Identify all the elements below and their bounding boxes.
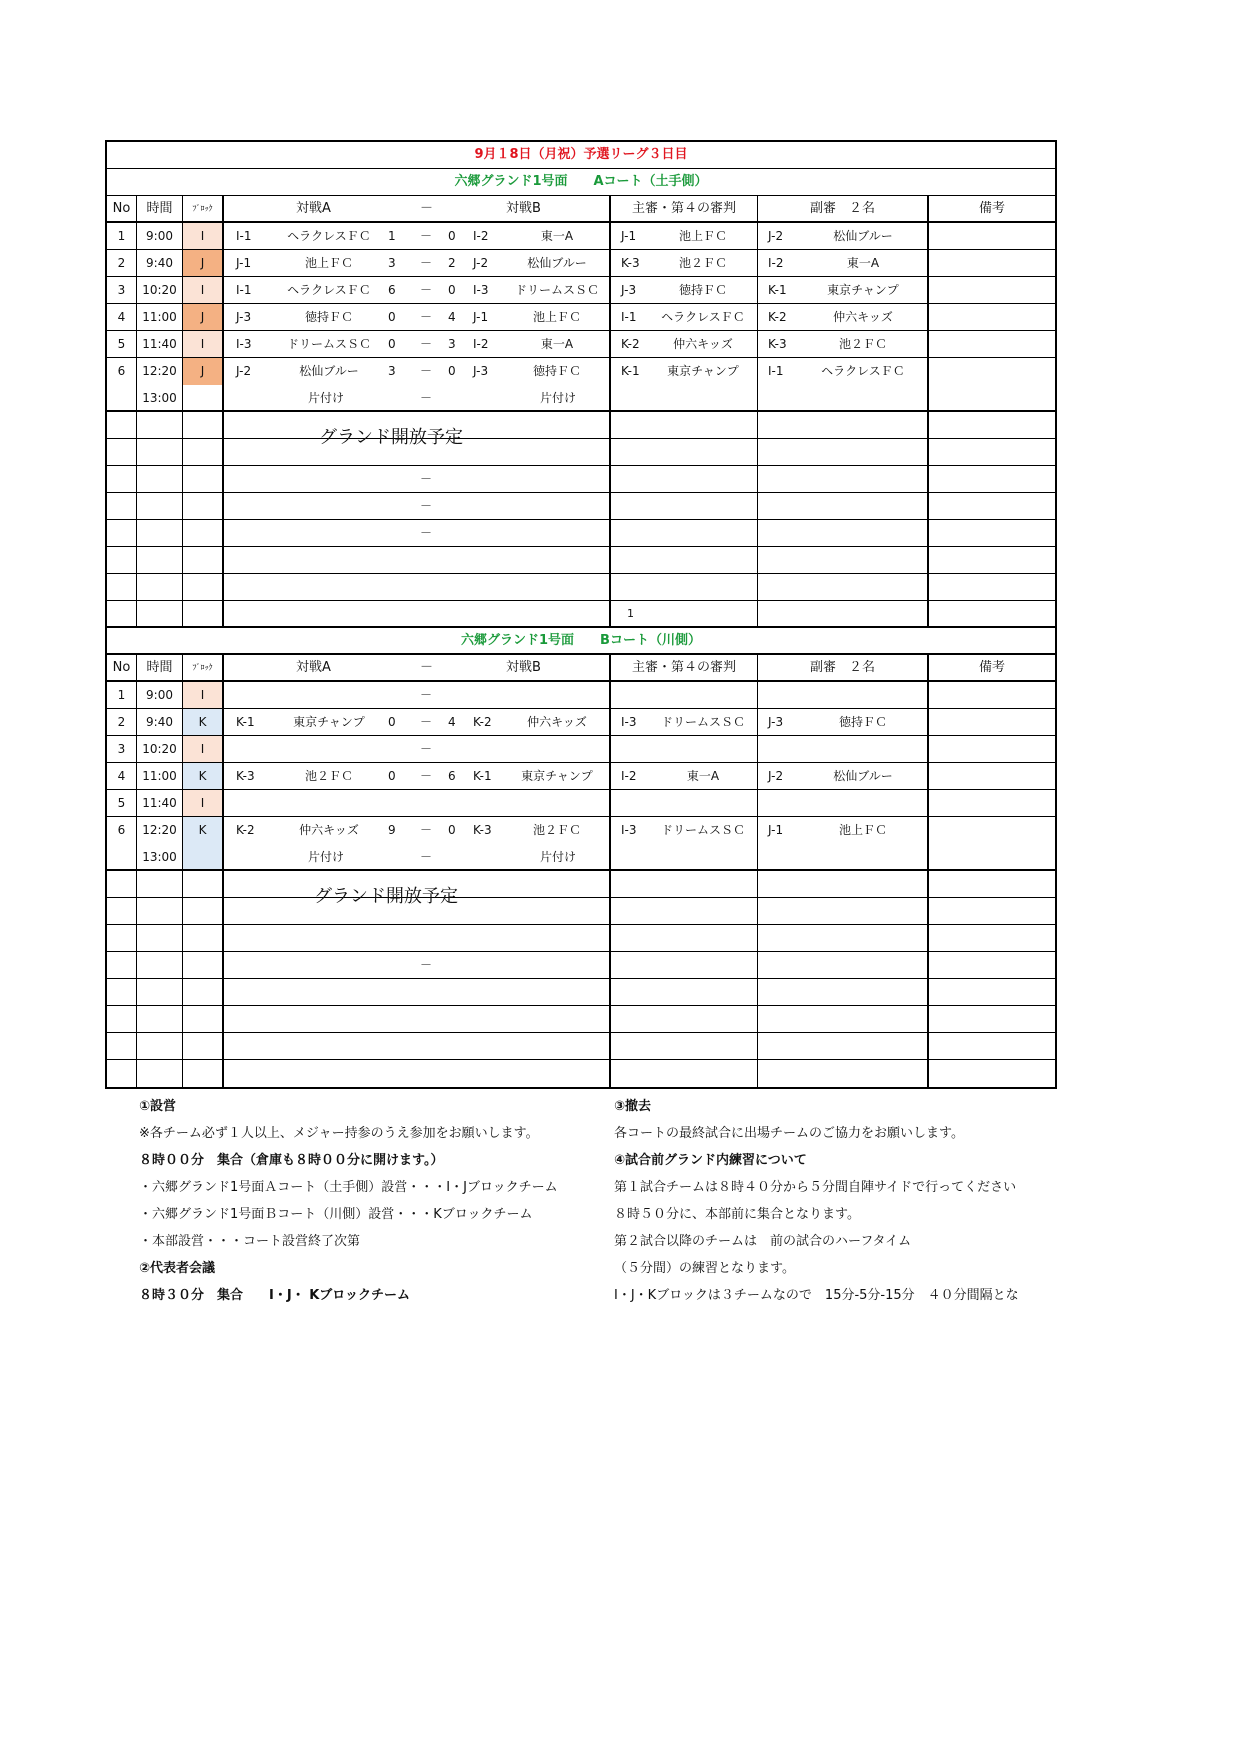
ref-main-code: I-3: [621, 823, 637, 837]
note-cell: [929, 682, 1055, 708]
team-b-code: I-2: [473, 337, 489, 351]
setup-line: ８時００分 集合（倉庫も８時００分に開けます。）: [139, 1153, 444, 1168]
ref-sub-cell: [758, 385, 929, 410]
match-time: 11:40: [137, 790, 183, 816]
open-line-left: [224, 438, 312, 439]
note-cell: [929, 844, 1055, 869]
ref-sub-cell: [758, 844, 929, 869]
match-no: 4: [107, 304, 137, 330]
match-row: [107, 817, 1055, 844]
match-time: 11:40: [137, 331, 183, 357]
court-a-open-text: グランド開放予定: [319, 427, 463, 448]
ref-main-cell: [611, 844, 758, 869]
ref-sub-cell: [758, 682, 929, 708]
court-a-cleanup-row: [107, 385, 1055, 412]
match-no: 3: [107, 736, 137, 762]
dash: －: [420, 526, 433, 540]
score-a: 0: [388, 337, 396, 351]
match-time: 10:20: [137, 736, 183, 762]
col-team-a: 対戦A: [296, 201, 331, 216]
match-time: 10:20: [137, 277, 183, 303]
match-block: J: [183, 358, 224, 385]
match-block: K: [183, 817, 224, 844]
match-cell: [224, 709, 611, 735]
col-ref-sub: 副審 ２名: [758, 655, 929, 680]
score-dash: －: [420, 310, 433, 324]
court-a-extra-row: [107, 466, 1055, 493]
setup-title: ①設営: [139, 1099, 177, 1114]
col-team-b: 対戦B: [506, 201, 541, 216]
match-cell: [224, 331, 611, 357]
cleanup-a: 片付け: [308, 391, 345, 405]
match-cell: [224, 736, 611, 762]
team-a-name: 池上ＦＣ: [304, 256, 353, 270]
open-line-right: [474, 438, 611, 439]
score-b: 0: [448, 283, 456, 297]
match-cell: [224, 790, 611, 816]
match-no: 2: [107, 709, 137, 735]
ref-main-name: ドリームスＳＣ: [660, 715, 745, 729]
match-block: I: [183, 331, 224, 357]
col-dash: －: [420, 660, 434, 675]
ref-sub-cell: [758, 790, 929, 816]
team-a-code: J-2: [236, 364, 252, 378]
ref-sub-cell: [758, 331, 929, 357]
removal-title: ③撤去: [614, 1099, 652, 1114]
match-time: 11:00: [137, 304, 183, 330]
dash: －: [420, 472, 433, 486]
team-a-name: 徳持ＦＣ: [304, 310, 353, 324]
ref-main-code: I-3: [621, 715, 637, 729]
dash: －: [420, 958, 433, 972]
note-cell: [929, 709, 1055, 735]
score-a: 0: [388, 715, 396, 729]
match-block: I: [183, 790, 224, 816]
ref-main-cell: [611, 736, 758, 762]
removal-line: 各コートの最終試合に出場チームのご協力をお願いします。: [614, 1126, 964, 1141]
match-row: [107, 304, 1055, 331]
team-a-code: I-1: [236, 229, 252, 243]
score-b: 4: [448, 310, 456, 324]
court-b-open-row: [107, 886, 1055, 925]
ref-sub-name: 東京チャンプ: [827, 283, 899, 297]
score-b: 4: [448, 715, 456, 729]
ref-sub-name: ヘラクレスＦＣ: [821, 364, 905, 378]
court-a-header-row: [107, 196, 1055, 223]
match-cell: [224, 358, 611, 385]
dash: －: [420, 850, 433, 864]
team-a-code: I-3: [236, 337, 252, 351]
score-b: 2: [448, 256, 456, 270]
team-b-code: I-3: [473, 283, 489, 297]
page-title: 9月１8日（月祝）予選リーグ３日目: [474, 147, 688, 162]
col-team-b: 対戦B: [506, 660, 541, 675]
court-a-match-rows: [107, 223, 1055, 385]
ref-sub-code: K-1: [768, 283, 787, 297]
court-b-heading-row: [107, 628, 1055, 655]
ref-main-name: 池２ＦＣ: [678, 256, 727, 270]
ref-main-cell: [611, 817, 758, 844]
match-block: K: [183, 763, 224, 789]
score-dash: －: [420, 364, 433, 378]
practice-title: ④試合前グランド内練習について: [614, 1153, 807, 1168]
team-a-name: ドリームスＳＣ: [286, 337, 371, 351]
ref-sub-code: J-3: [768, 715, 784, 729]
court-a-extra-row: [107, 574, 1055, 601]
col-time: 時間: [137, 655, 183, 680]
match-row: [107, 358, 1055, 385]
ref-sub-name: 松仙ブルー: [833, 769, 893, 783]
match-block: J: [183, 304, 224, 330]
match-time: 9:00: [137, 223, 183, 249]
match-block: K: [183, 709, 224, 735]
match-row: [107, 790, 1055, 817]
col-match: [224, 655, 611, 680]
team-a-name: 池２ＦＣ: [304, 769, 353, 783]
team-b-name: ドリームスＳＣ: [514, 283, 599, 297]
schedule-sheet: [105, 140, 1057, 1089]
setup-line: ・六郷グランド1号面Ａコート（土手側）設営・・・I・Jブロックチーム: [139, 1180, 558, 1195]
match-time: 9:00: [137, 682, 183, 708]
score-a: 0: [388, 769, 396, 783]
court-a-open-row: [107, 427, 1055, 466]
col-block: ﾌﾞﾛｯｸ: [183, 655, 224, 680]
match-no: 3: [107, 277, 137, 303]
open-cell: [224, 886, 611, 924]
dash: －: [420, 391, 433, 405]
ref-sub-cell: [758, 250, 929, 276]
match-time: 11:00: [137, 763, 183, 789]
team-b-code: J-2: [473, 256, 489, 270]
court-a-extra-row: [107, 412, 1055, 439]
note-cell: [929, 790, 1055, 816]
court-b-extra-row: [107, 979, 1055, 1006]
ref-main-name: 東一A: [686, 769, 720, 783]
court-b-extra-row: [107, 1006, 1055, 1033]
practice-line: 第２試合以降のチームは 前の試合のハーフタイム: [614, 1234, 912, 1249]
team-b-code: I-2: [473, 229, 489, 243]
score-a: 3: [388, 364, 396, 378]
team-b-code: J-1: [473, 310, 489, 324]
court-a-extra-row: [107, 493, 1055, 520]
score-a: 6: [388, 283, 396, 297]
ref-sub-cell: [758, 763, 929, 789]
note-cell: [929, 817, 1055, 844]
ref-main-cell: [611, 304, 758, 330]
no-cell: [107, 385, 137, 410]
ref-main-cell: [611, 709, 758, 735]
team-b-name: 東一A: [540, 337, 574, 351]
ref-main-cell: [611, 250, 758, 276]
ref-sub-name: 徳持ＦＣ: [838, 715, 887, 729]
col-block: ﾌﾞﾛｯｸ: [183, 196, 224, 221]
team-b-name: 東一A: [540, 229, 574, 243]
dash: －: [420, 499, 433, 513]
ref-main-cell: [611, 223, 758, 249]
team-a-code: K-3: [236, 769, 255, 783]
note-cell: [929, 304, 1055, 330]
ref-sub-code: K-3: [768, 337, 787, 351]
court-b-match-rows: [107, 682, 1055, 844]
ref-main-name: 徳持ＦＣ: [678, 283, 727, 297]
no-cell: [107, 844, 137, 869]
team-a-code: J-1: [236, 256, 252, 270]
court-b-extra-row: [107, 925, 1055, 952]
meeting-title: ②代表者会議: [139, 1261, 216, 1276]
match-block: I: [183, 682, 224, 708]
ref-main-code: J-3: [621, 283, 637, 297]
score-b: 0: [448, 229, 456, 243]
match-cell: [224, 682, 611, 708]
match-block: I: [183, 223, 224, 249]
team-b-code: K-1: [473, 769, 492, 783]
note-cell: [929, 277, 1055, 303]
setup-line: ・本部設営・・・コート設営終了次第: [139, 1234, 361, 1249]
match-no: 5: [107, 331, 137, 357]
col-no: No: [107, 196, 137, 221]
match-cell: [224, 817, 611, 844]
match-no: 5: [107, 790, 137, 816]
ref-main-code: K-2: [621, 337, 640, 351]
ref-main-code: I-1: [621, 310, 637, 324]
score-dash: －: [420, 337, 433, 351]
note-cell: [929, 736, 1055, 762]
notes-left: [139, 1093, 558, 1309]
match-row: [107, 682, 1055, 709]
team-b-name: 徳持ＦＣ: [532, 364, 581, 378]
ref-main-code: K-3: [621, 256, 640, 270]
team-b-code: K-3: [473, 823, 492, 837]
score-dash: －: [420, 742, 433, 756]
score-a: 1: [388, 229, 396, 243]
ref-sub-name: 東一A: [846, 256, 880, 270]
match-row: [107, 277, 1055, 304]
ref-main-name: 東京チャンプ: [667, 364, 739, 378]
match-row: [107, 331, 1055, 358]
block-cell: [183, 844, 224, 869]
match-cell: [224, 277, 611, 303]
ref-sub-cell: [758, 277, 929, 303]
block-cell: [183, 385, 224, 410]
time-cell: 13:00: [137, 844, 183, 869]
match-block: I: [183, 736, 224, 762]
match-cell: [224, 385, 611, 410]
note-cell: [929, 763, 1055, 789]
ref-main-cell: [611, 277, 758, 303]
ref-sub-cell: [758, 358, 929, 385]
court-a-extra-row: [107, 601, 1055, 628]
ref-sub-code: J-1: [768, 823, 784, 837]
cleanup-a: 片付け: [308, 850, 345, 864]
court-b-extra-row: [107, 871, 1055, 898]
match-row: [107, 736, 1055, 763]
col-match: [224, 196, 611, 221]
ref-sub-name: 仲六キッズ: [833, 310, 893, 324]
match-no: 1: [107, 223, 137, 249]
ref-sub-code: I-1: [768, 364, 784, 378]
note-cell: [929, 250, 1055, 276]
ref-main-name: 仲六キッズ: [673, 337, 733, 351]
col-team-a: 対戦A: [296, 660, 331, 675]
match-no: 4: [107, 763, 137, 789]
ref-main-name: 池上ＦＣ: [678, 229, 727, 243]
ref-sub-code: K-2: [768, 310, 787, 324]
col-note: 備考: [978, 201, 1005, 216]
note-cell: [929, 331, 1055, 357]
ref-sub-name: 池上ＦＣ: [838, 823, 887, 837]
team-a-code: K-1: [236, 715, 255, 729]
court-b-cleanup-row: [107, 844, 1055, 871]
court-b-open-text: グランド開放予定: [314, 886, 458, 907]
team-a-code: J-3: [236, 310, 252, 324]
ref-main-name: ヘラクレスＦＣ: [661, 310, 745, 324]
match-time: 9:40: [137, 709, 183, 735]
ref-main-cell: [611, 331, 758, 357]
notes-right: [614, 1093, 1234, 1309]
match-cell: [224, 250, 611, 276]
court-a-extra-row: [107, 520, 1055, 547]
match-no: 6: [107, 817, 137, 844]
col-no: No: [107, 655, 137, 680]
page-mark: 1: [611, 601, 758, 626]
court-a-heading: 六郷グランド1号面 Aコート（土手側）: [454, 174, 708, 189]
team-b-name: 池上ＦＣ: [532, 310, 581, 324]
setup-line: ※各チーム必ず１人以上、メジャー持参のうえ参加をお願いします。: [139, 1126, 539, 1141]
ref-main-cell: [611, 385, 758, 410]
team-a-code: I-1: [236, 283, 252, 297]
col-time: 時間: [137, 196, 183, 221]
practice-line: （５分間）の練習となります。: [614, 1261, 795, 1276]
court-b-extra-row: [107, 952, 1055, 979]
open-line-left: [224, 897, 308, 898]
match-no: 1: [107, 682, 137, 708]
col-ref-main: 主審・第４の審判: [611, 196, 758, 221]
practice-line: ８時５０分に、本部前に集合となります。: [614, 1207, 860, 1222]
meeting-line: ８時３０分 集合 I・J・ Kブロックチーム: [139, 1288, 411, 1303]
col-ref-main: 主審・第４の審判: [611, 655, 758, 680]
score-a: 9: [388, 823, 396, 837]
time-cell: 13:00: [137, 385, 183, 410]
match-no: 6: [107, 358, 137, 385]
court-b-extra-row: [107, 1033, 1055, 1060]
title-row: [107, 142, 1055, 169]
court-b-header-row: [107, 655, 1055, 682]
match-row: [107, 709, 1055, 736]
score-dash: －: [420, 283, 433, 297]
ref-main-name: ドリームスＳＣ: [660, 823, 745, 837]
team-b-name: 仲六キッズ: [527, 715, 587, 729]
cleanup-b: 片付け: [540, 850, 577, 864]
col-note: 備考: [978, 660, 1005, 675]
open-cell: [224, 427, 611, 465]
team-b-code: K-2: [473, 715, 492, 729]
score-dash: －: [420, 256, 433, 270]
ref-main-cell: [611, 763, 758, 789]
score-b: 3: [448, 337, 456, 351]
match-cell: [224, 223, 611, 249]
match-time: 12:20: [137, 817, 183, 844]
score-b: 0: [448, 364, 456, 378]
ref-sub-name: 池２ＦＣ: [838, 337, 887, 351]
team-a-name: 松仙ブルー: [299, 364, 359, 378]
ref-sub-code: J-2: [768, 769, 784, 783]
match-row: [107, 763, 1055, 790]
team-b-name: 東京チャンプ: [521, 769, 593, 783]
team-a-name: 東京チャンプ: [293, 715, 365, 729]
open-line-right: [470, 897, 611, 898]
match-row: [107, 250, 1055, 277]
practice-line: I・J・Kブロックは３チームなので 15分-5分-15分 ４０分間隔とな: [614, 1288, 1019, 1303]
score-dash: －: [420, 229, 433, 243]
match-cell: [224, 304, 611, 330]
cleanup-b: 片付け: [540, 391, 577, 405]
team-a-code: K-2: [236, 823, 255, 837]
ref-main-cell: [611, 682, 758, 708]
ref-main-code: I-2: [621, 769, 637, 783]
note-cell: [929, 385, 1055, 410]
note-cell: [929, 223, 1055, 249]
score-a: 0: [388, 310, 396, 324]
match-block: J: [183, 250, 224, 276]
practice-line: 第１試合チームは８時４０分から５分間自陣サイドで行ってください: [614, 1180, 1017, 1195]
match-cell: [224, 844, 611, 869]
ref-main-code: K-1: [621, 364, 640, 378]
court-a-heading-row: [107, 169, 1055, 196]
ref-sub-cell: [758, 736, 929, 762]
match-row: [107, 223, 1055, 250]
ref-sub-cell: [758, 817, 929, 844]
ref-main-code: J-1: [621, 229, 637, 243]
score-b: 0: [448, 823, 456, 837]
team-a-name: ヘラクレスＦＣ: [287, 229, 371, 243]
ref-sub-cell: [758, 709, 929, 735]
match-cell: [224, 763, 611, 789]
note-cell: [929, 358, 1055, 385]
ref-sub-cell: [758, 223, 929, 249]
court-b-heading: 六郷グランド1号面 Bコート（川側）: [461, 633, 701, 648]
score-dash: －: [420, 715, 433, 729]
col-ref-sub: 副審 ２名: [758, 196, 929, 221]
ref-main-cell: [611, 790, 758, 816]
court-a-extra-row: [107, 547, 1055, 574]
score-dash: －: [420, 688, 433, 702]
team-b-code: J-3: [473, 364, 489, 378]
setup-line: ・六郷グランド1号面Ｂコート（川側）設営・・・Kブロックチーム: [139, 1207, 533, 1222]
team-b-name: 池２ＦＣ: [532, 823, 581, 837]
team-b-name: 松仙ブルー: [527, 256, 587, 270]
ref-sub-cell: [758, 304, 929, 330]
court-b-extra-row: [107, 1060, 1055, 1087]
ref-sub-code: I-2: [768, 256, 784, 270]
score-b: 6: [448, 769, 456, 783]
team-a-name: ヘラクレスＦＣ: [287, 283, 371, 297]
match-block: I: [183, 277, 224, 303]
ref-main-cell: [611, 358, 758, 385]
match-time: 12:20: [137, 358, 183, 385]
ref-sub-code: J-2: [768, 229, 784, 243]
match-no: 2: [107, 250, 137, 276]
team-a-name: 仲六キッズ: [299, 823, 359, 837]
score-dash: －: [420, 823, 433, 837]
col-dash: －: [420, 201, 434, 216]
match-time: 9:40: [137, 250, 183, 276]
score-dash: －: [420, 769, 433, 783]
ref-sub-name: 松仙ブルー: [833, 229, 893, 243]
score-a: 3: [388, 256, 396, 270]
